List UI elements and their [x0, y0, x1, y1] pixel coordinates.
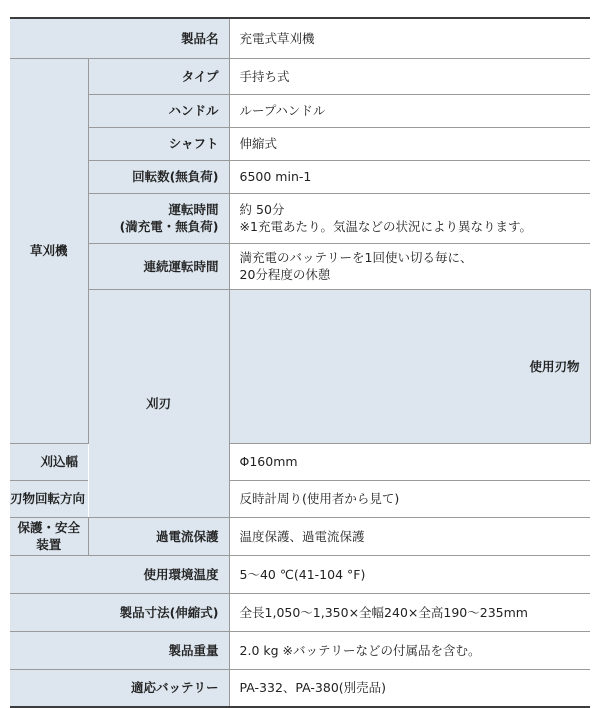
value-overcurrent: 温度保護、過電流保護 [229, 517, 590, 555]
label-blade-used: 使用刃物 [229, 289, 590, 443]
label-runtime-line2: (満充電・無負荷) [119, 219, 219, 234]
row-type [10, 58, 590, 94]
category-mower: 草刈機 [10, 58, 88, 443]
spec-table [10, 17, 590, 708]
label-dimensions: 製品寸法(伸縮式) [10, 593, 229, 631]
row-env-temp [10, 555, 590, 593]
label-weight: 製品重量 [10, 631, 229, 669]
row-handle [10, 94, 590, 127]
label-product-name: 製品名 [10, 18, 229, 58]
row-blade-used [10, 289, 590, 443]
row-weight [10, 631, 590, 669]
label-overcurrent: 過電流保護 [88, 517, 229, 555]
value-continuous-line1: 満充電のバッテリーを1回使い切る毎に、 [239, 250, 473, 265]
row-rpm [10, 160, 590, 193]
row-shaft [10, 127, 590, 160]
value-handle: ループハンドル [229, 94, 590, 127]
label-cut-width: 刈込幅 [10, 443, 88, 480]
value-product-name: 充電式草刈機 [229, 18, 590, 58]
value-runtime-line1: 約 50分 [239, 202, 285, 217]
row-overcurrent [10, 517, 590, 555]
category-protection-line2: 装置 [36, 537, 62, 552]
label-rpm: 回転数(無負荷) [88, 160, 229, 193]
value-env-temp: 5～40 ℃(41-104 °F) [229, 555, 590, 593]
row-continuous-runtime [10, 243, 590, 289]
label-type: タイプ [88, 58, 229, 94]
value-runtime-line2: ※1充電あたり。気温などの状況により異なります。 [239, 219, 532, 234]
label-blade-rotation: 刃物回転方向 [10, 480, 88, 517]
row-dimensions [10, 593, 590, 631]
value-blade-rotation: 反時計周り(使用者から見て) [229, 480, 590, 517]
row-battery [10, 669, 590, 707]
category-protection [10, 517, 88, 555]
value-dimensions: 全長1,050～1,350×全幅240×全高190～235mm [229, 593, 590, 631]
label-shaft: シャフト [88, 127, 229, 160]
value-runtime [229, 193, 590, 243]
label-continuous-runtime: 連続運転時間 [88, 243, 229, 289]
value-battery: PA-332、PA-380(別売品) [229, 669, 590, 707]
row-runtime [10, 193, 590, 243]
row-product-name [10, 18, 590, 58]
label-handle: ハンドル [88, 94, 229, 127]
label-env-temp: 使用環境温度 [10, 555, 229, 593]
category-blade: 刈刃 [88, 289, 229, 517]
value-cut-width: Φ160mm [229, 443, 590, 480]
value-weight: 2.0 kg ※バッテリーなどの付属品を含む。 [229, 631, 590, 669]
value-type: 手持ち式 [229, 58, 590, 94]
value-shaft: 伸縮式 [229, 127, 590, 160]
value-continuous-runtime [229, 243, 590, 289]
category-protection-line1: 保護・安全 [17, 520, 80, 535]
value-rpm: 6500 min-1 [229, 160, 590, 193]
label-runtime [88, 193, 229, 243]
label-runtime-line1: 運転時間 [168, 202, 219, 217]
label-battery: 適応バッテリー [10, 669, 229, 707]
value-continuous-line2: 20分程度の休憩 [239, 267, 331, 282]
